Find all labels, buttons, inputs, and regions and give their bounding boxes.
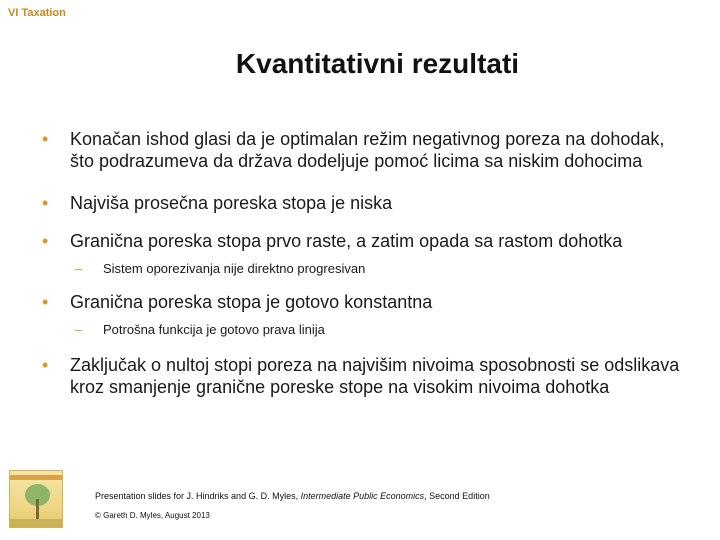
header-tag: VI Taxation — [8, 7, 66, 19]
bullet-item — [28, 230, 688, 252]
slide-title: Kvantitativni rezultati — [235, 48, 520, 79]
bullet-text: Konačan ishod glasi da je optimalan režim negativnog poreza na dohodak, što podrazumeva da država dodeljuje pomoć licima sa niskim dohocima — [70, 129, 665, 171]
bullet-dot-icon: • — [42, 129, 49, 149]
bullet-list — [28, 128, 688, 398]
footer-copyright: © Gareth D. Myles, August 2013 — [95, 511, 210, 520]
footer-suffix: , Second Edition — [424, 491, 490, 501]
bullet-item — [28, 354, 688, 398]
bullet-item — [28, 128, 688, 172]
bullet-text: Granična poreska stopa prvo raste, a zatim opada sa rastom dohotka — [70, 231, 623, 251]
bullet-text: Najviša prosečna poreska stopa je niska — [70, 193, 393, 213]
sub-bullet-dash-icon: – — [75, 261, 83, 276]
bullet-dot-icon: • — [42, 355, 49, 375]
bullet-dot-icon: • — [42, 292, 49, 312]
bullet-dot-icon: • — [42, 231, 49, 251]
bullet-text: Zaključak o nultoj stopi poreza na najvišim nivoima sposobnosti se odslikava kroz smanjenje granične poreske stope na visokim nivoima dohotka — [70, 355, 680, 397]
sub-bullet-text: Potrošna funkcija je gotovo prava linija — [103, 322, 325, 337]
sub-bullet-item — [28, 321, 688, 338]
sub-bullet-text: Sistem oporezivanja nije direktno progresivan — [103, 261, 366, 276]
sub-bullet-dash-icon: – — [75, 322, 83, 337]
bullet-dot-icon: • — [42, 193, 49, 213]
bullet-item — [28, 291, 688, 313]
book-cover-image — [9, 470, 63, 528]
sub-bullet-item — [28, 260, 688, 277]
footer-book-title: Intermediate Public Economics — [300, 491, 425, 501]
bullet-item — [28, 192, 688, 214]
footer-prefix: Presentation slides for J. Hindriks and G. D. Myles, — [95, 491, 299, 501]
footer-credit — [95, 491, 490, 501]
bullet-text: Granična poreska stopa je gotovo konstantna — [70, 292, 433, 312]
